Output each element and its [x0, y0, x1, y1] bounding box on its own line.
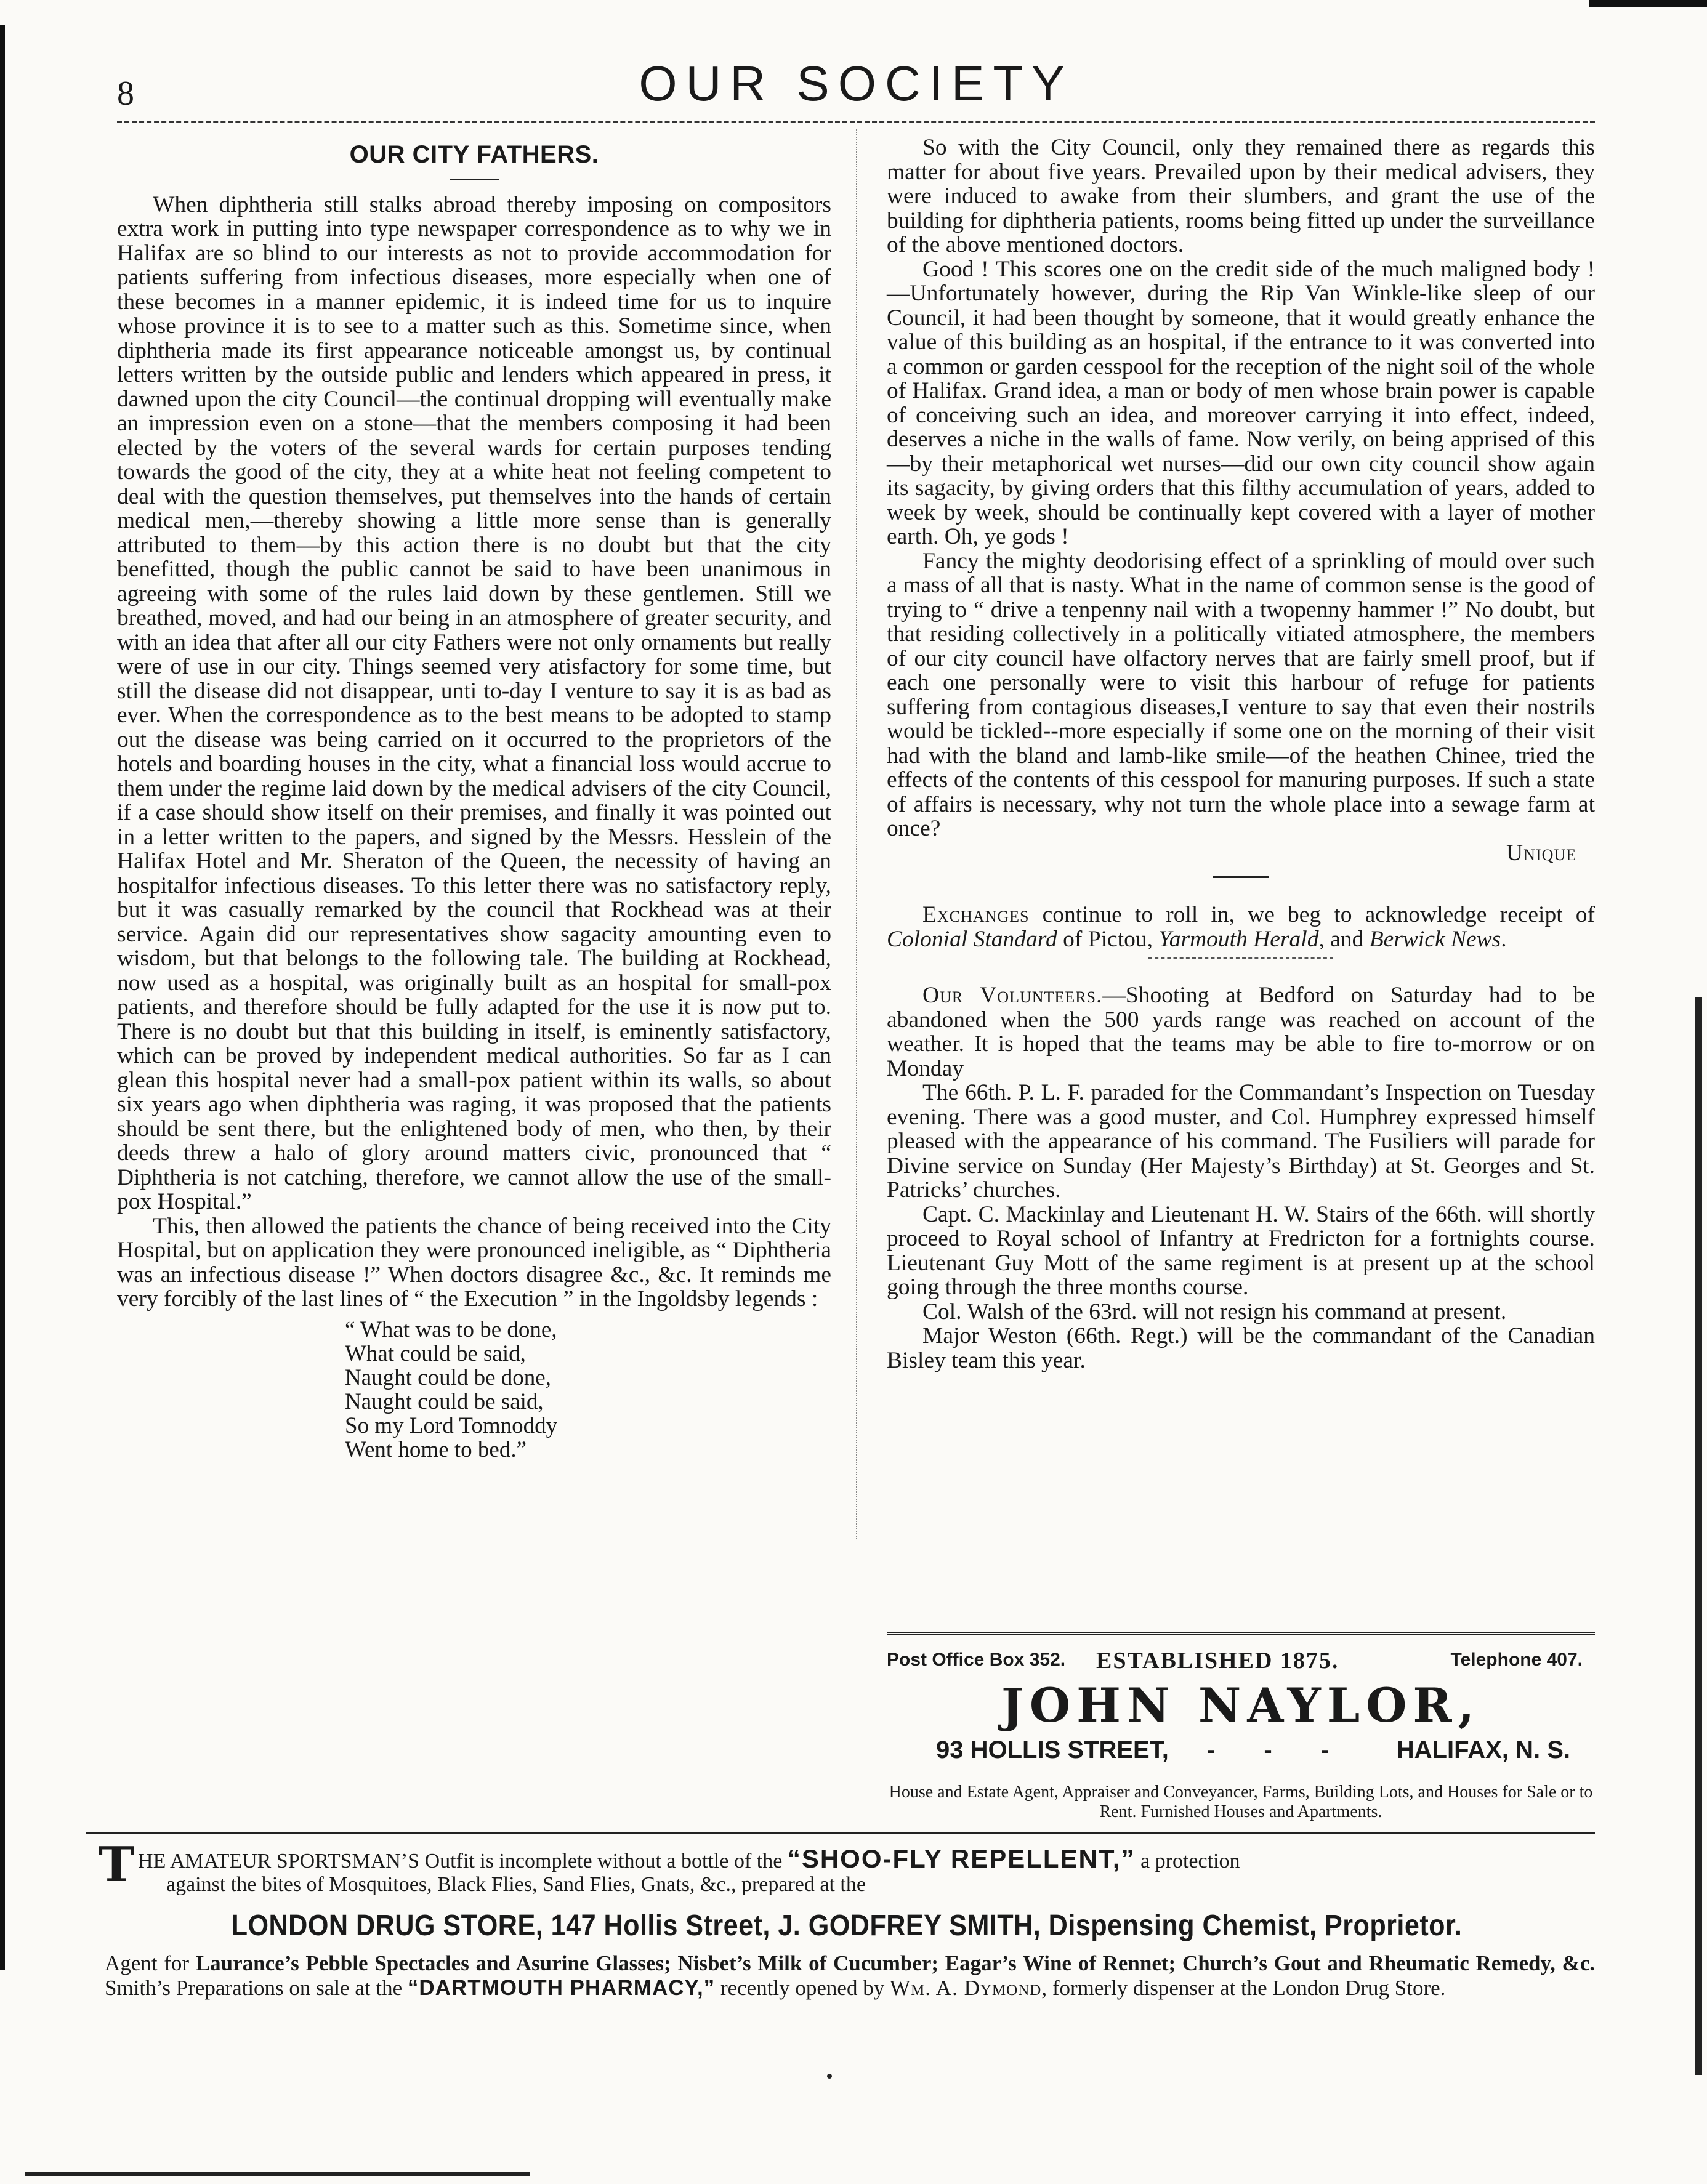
- article-title: OUR CITY FATHERS.: [349, 141, 599, 168]
- po-box: Post Office Box 352.: [887, 1650, 1066, 1670]
- address-dashes: - - -: [1207, 1736, 1350, 1763]
- page-header: [117, 55, 1595, 123]
- agent-paragraph: [99, 1951, 1595, 2001]
- exchanges-lead: Exchanges: [922, 902, 1030, 927]
- advertiser-address: [936, 1736, 1595, 1767]
- paper-name: Yarmouth Herald: [1158, 926, 1319, 952]
- article-paragraph: When diphtheria still stalks abroad thereby imposing on compositors extra work in putting into type newspaper correspondence as to why we in Halifax are so blind to our interests as not to provide accommodation for patients suffering from infectious diseases, more especially when one of these becomes in a manner epidemic, it is indeed time for us to inquire whose province it is to see to a matter such as this. Sometime since, when diphtheria made its first appearance noticeable amongst us, by continual letters written by the outside public and lenders which appeared in press, it dawned upon the city Council—the continual dropping will eventually make an impression even on a stone—that the members composing it had been elected by the voters of the several wards for certain purposes tending towards the good of the city, they at a white heat not feeling competent to deal with the question themselves, put themselves into the hands of certain medical men,—thereby showing a little more sense than is generally attributed to them—by this action there is no doubt but that the city benefitted, though the public cannot be said to have been unanimous in agreeing with some of the rules laid down by these gentlemen. Still we breathed, moved, and had our being in an atmosphere of greater security, and with an idea that after all our city Fathers were not only ornaments but really were of use in our city. Things seemed very atisfactory for some time, but still the disease did not disappear, unti to-day I venture to say it is as bad as ever. When the correspondence as to the best means to be adopted to stamp out the disease was being carried on it occurred to the proprietors of the hotels and boarding houses in the city, what a financial loss would accrue to them under the regime laid down by the medical advisers of the city Council, if a case should show itself on their premises, and finally it was pointed out in a letter written to the papers, and signed by the Messrs. Hesslein of the Halifax Hotel and Mr. Sheraton of the Queen, the necessity of having an hospitalfor infectious diseases. To this letter there was no satisfactory reply, but it was casually remarked by the council that Rockhead was at their service. Again did our representatives show sagacity amounting even to wisdom, but that belongs to the following tale. The building at Rockhead, now used as a hospital, was originally built as an hospital for small-pox patients, and therefore should be fully adapted for the use it is now put to. There is no doubt but that this building in itself, is eminently satisfactory, which can be proved by independent medical authorities. So far as I can glean this hospital never had a small-pox patient within its walls, so about six years ago when diphtheria was raging, it was proposed that the patients should be sent there, but the enlightened body of men, who then, by their deeds threw a halo of glory around matters civic, pronounced that “ Diphtheria is not catching, therefore, we cannot allow the use of the small-pox Hospital.”: [117, 191, 831, 1214]
- ad-bottom-rule: [86, 1832, 1595, 1834]
- article-paragraph: Fancy the mighty deodorising effect of a sprinkling of mould over such a mass of all that is nasty. What in the name of common sense is the good of trying to “ drive a tenpenny nail with a twopenny hammer !” No doubt, but that residing collectively in a politically vitiated atmosphere, the members of our city council have olfactory nerves that are fairly smell proof, but if each one personally were to visit this harbour of refuge for patients suffering from contagious diseases,I venture to say that even their nostrils would be tickled--more especially if some one on the morning of their visit had with the bland and lamb-like smile—of the heathen Chinee, tried the effects of the contents of this cesspool for manuring purposes. If such a state of affairs is necessary, why not turn the whole place into a sewage farm at once?: [887, 548, 1595, 841]
- stray-mark: [827, 2074, 832, 2079]
- address-street: 93 HOLLIS STREET,: [936, 1736, 1169, 1763]
- exchanges-text: .: [1501, 926, 1507, 952]
- verse-line: Went home to bed.”: [345, 1437, 527, 1462]
- article-paragraph: This, then allowed the patients the chance of being received into the City Hospital, but on application they were pronounced ineligible, as “ Diphtheria was an infectious disease !” When doctors disagree &c., &c. It reminds me very forcibly of the last lines of “ the Execution ” in the Ingoldsby legends :: [117, 1213, 831, 1312]
- advertiser-description: House and Estate Agent, Appraiser and Conveyancer, Farms, Building Lots, and Houses for Sale or to Rent. Furnished Houses and Apartments.: [889, 1783, 1593, 1821]
- product-name: “SHOO-FLY REPELLENT,”: [787, 1844, 1136, 1873]
- page-edge-right: [1695, 997, 1702, 2075]
- page-edge-bottom: [25, 2172, 530, 2176]
- exchanges-notice: [887, 903, 1595, 951]
- naylor-ad-header: [887, 1647, 1595, 1675]
- article-paragraph: Good ! This scores one on the credit side of the much maligned body !—Unfortunately however, during the Rip Van Winkle-like sleep of our Council, it had been thought by someone, that it would greatly enhance the value of this building as an hospital, if the entrance to it was converted into a common or garden cesspool for the reception of the night soil of the whole of Halifax. Grand idea, a man or body of men whose brain power is capable of conceiving such an idea, and moreover carrying it into effect, indeed, deserves a niche in the walls of fame. Now verily, on being apprised of this —by their metaphorical wet nurses—did our own city council show again its sagacity, by giving orders that this filthy accumulation of years, added to week by week, should be continually kept covered with a layer of mother earth. Oh, ye gods !: [887, 256, 1595, 549]
- verse-line: Naught could be done,: [345, 1364, 551, 1390]
- section-rule-dotted: [1148, 957, 1333, 959]
- exchanges-text: continue to roll in, we beg to acknowledge receipt of: [1029, 902, 1595, 927]
- ad-text: , formerly dispenser at the London Drug Store.: [1041, 1976, 1446, 2000]
- page-edge-top: [1589, 0, 1707, 7]
- verse-line: “ What was to be done,: [345, 1316, 557, 1342]
- agent-products: Laurance’s Pebble Spectacles and Asurine Glasses; Nisbet’s Milk of Cucumber; Eagar’s Wine of Rennet; Church’s Gout and Rheumatic Remedy, &c.: [195, 1951, 1595, 1975]
- left-column: [117, 135, 831, 1462]
- drop-cap: T: [99, 1837, 135, 1893]
- quoted-verse: [345, 1318, 831, 1462]
- exchanges-text: , and: [1318, 926, 1370, 952]
- advertiser-name: JOHN NAYLOR,: [1001, 1678, 1481, 1733]
- article-paragraph: The 66th. P. L. F. paraded for the Commandant’s Inspection on Tuesday evening. There was a good muster, and Col. Humphrey expressed himself pleased with the appearance of his command. The Fusiliers will parade for Divine service on Sunday (Her Majesty’s Birthday) at St. Georges and St. Patricks’ churches.: [887, 1080, 1595, 1203]
- article-paragraph: Capt. C. Mackinlay and Lieutenant H. W. Stairs of the 66th. will shortly proceed to Royal school of Infantry at Fredricton for a fortnights course. Lieutenant Guy Mott of the same regiment is at present up at the school going through the three months course.: [887, 1201, 1595, 1300]
- right-column: [887, 135, 1595, 1372]
- pharmacy-name: “DARTMOUTH PHARMACY,”: [407, 1976, 716, 2000]
- address-city: HALIFAX, N. S.: [1396, 1736, 1570, 1763]
- ad-text: a protection: [1135, 1850, 1240, 1872]
- page-number: 8: [117, 75, 134, 113]
- ad-line: against the bites of Mosquitoes, Black Flies, Sand Flies, Gnats, &c., prepared at the: [166, 1873, 866, 1896]
- exchanges-text: of Pictou,: [1057, 926, 1159, 952]
- drug-store-ad: [99, 1837, 1595, 2001]
- dispenser-name: Wm. A. Dymond: [889, 1976, 1042, 2000]
- volunteers-notice: [887, 983, 1595, 1081]
- ad-text: Smith’s Preparations on sale at the: [105, 1976, 408, 2000]
- article-paragraph: Col. Walsh of the 63rd. will not resign his command at present.: [922, 1299, 1507, 1324]
- ad-text: Agent for: [105, 1951, 196, 1975]
- ad-text: recently opened by: [715, 1976, 890, 2000]
- established-year: ESTABLISHED 1875.: [1096, 1648, 1339, 1674]
- volunteers-lead: Our Volunteers.: [922, 983, 1103, 1008]
- page-edge-left: [0, 25, 5, 1970]
- volunteers-text: —Shooting at Bedford on Saturday had to be abandoned when the 500 yards range was reached on account of the weather. It is hoped that the teams may be able to fire to-morrow or on Monday: [887, 983, 1595, 1081]
- paper-name: Berwick News: [1369, 926, 1501, 952]
- header-rule: [117, 121, 1595, 123]
- verse-line: What could be said,: [345, 1340, 526, 1366]
- ad-top-rule: [887, 1632, 1595, 1635]
- verse-line: Naught could be said,: [345, 1388, 544, 1414]
- article-paragraph: So with the City Council, only they remained there as regards this matter for about five years. Prevailed upon by their medical advisers, they were induced to awake from their slumbers, and grant the use of the building for diphtheria patients, rooms being fitted up under the surveillance of the above mentioned doctors.: [887, 135, 1595, 257]
- section-rule: [1213, 876, 1269, 878]
- paper-name: Colonial Standard: [887, 926, 1057, 952]
- column-divider: [856, 129, 857, 1539]
- title-rule: [450, 179, 499, 180]
- telephone-number: Telephone 407.: [1450, 1650, 1583, 1670]
- store-name-line: LONDON DRUG STORE, 147 Hollis Street, J. GODFREY SMITH, Dispensing Chemist, Proprietor.: [231, 1909, 1463, 1942]
- ad-text: HE AMATEUR SPORTSMAN’S Outfit is incomplete without a bottle of the: [138, 1850, 788, 1872]
- author-signature: Unique: [1506, 840, 1576, 866]
- article-paragraph: Major Weston (66th. Regt.) will be the commandant of the Canadian Bisley team this year.: [887, 1323, 1595, 1373]
- verse-line: So my Lord Tomnoddy: [345, 1412, 558, 1438]
- masthead-title: OUR SOCIETY: [639, 56, 1073, 111]
